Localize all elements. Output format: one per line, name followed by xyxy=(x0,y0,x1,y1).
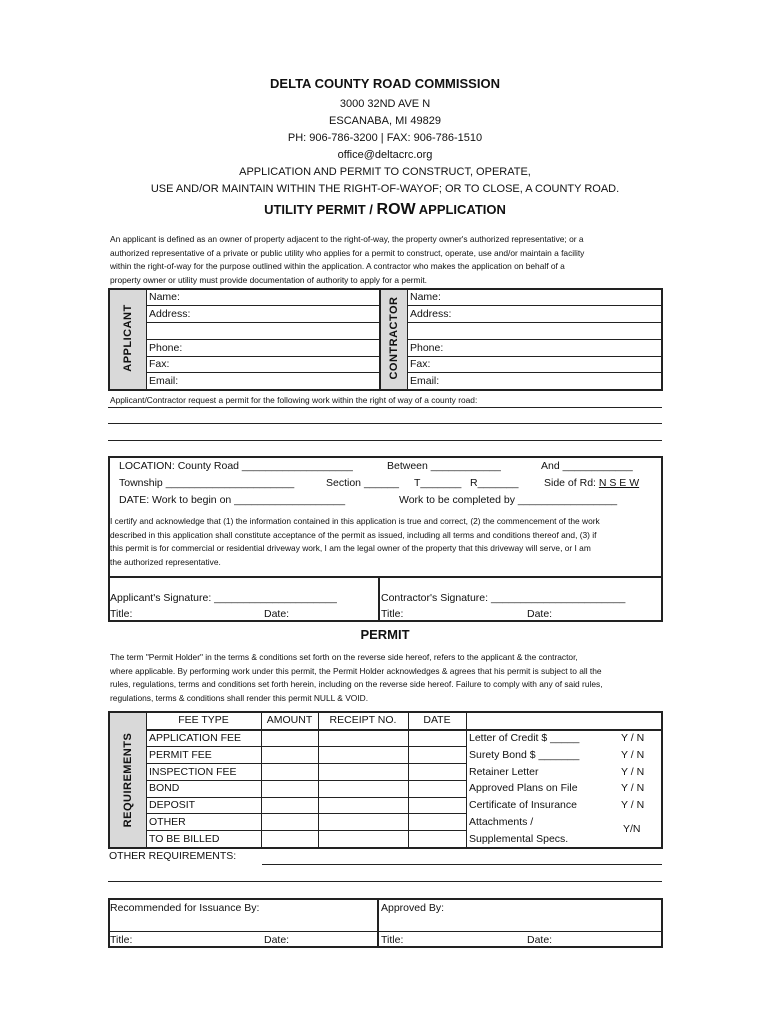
check-retainer-letter[interactable]: Retainer Letter xyxy=(469,766,539,778)
yn-letter-of-credit[interactable]: Y / N xyxy=(621,732,645,744)
header-line-1: APPLICATION AND PERMIT TO CONSTRUCT, OPERATE, xyxy=(239,166,531,178)
check-surety-bond[interactable]: Surety Bond $ _______ xyxy=(469,749,580,761)
permit-text: The term "Permit Holder" in the terms & conditions set forth on the reverse side hereof, refers to the applicant & the contractor, where applicable. By performing work under this permit, the Permit Holder acknowledges & agrees that his permit is subject to all the rules, regulations, terms and conditions set forth herein, including on the reverse side hereof. Failure to comply with any of said rules, regulations, terms & conditions shall render this permit NULL & VOID. xyxy=(110,652,603,703)
location-r[interactable]: R_______ xyxy=(470,477,519,489)
fee-other: OTHER xyxy=(149,816,186,828)
phone-fax: PH: 906-786-3200 | FAX: 906-786-1510 xyxy=(287,132,483,144)
check-approved-plans[interactable]: Approved Plans on File xyxy=(469,782,578,794)
fee-to-be-billed: TO BE BILLED xyxy=(149,833,220,845)
certify-text: I certify and acknowledge that (1) the information contained in this application is true and correct, (2) the commencement of the work described in this application shall constitute acceptance of the permit as issued, including all terms and conditions thereof and, (3) if this permit is for commercial or residential driveway work, I am the legal owner of the property that this driveway will serve, or I am the authorized representative. xyxy=(110,516,600,567)
contractor-fax-field[interactable]: Fax: xyxy=(410,358,431,370)
check-supplemental-specs[interactable]: Supplemental Specs. xyxy=(469,833,569,845)
requirements-label: REQUIREMENTS xyxy=(122,732,134,828)
applicant-label: APPLICANT xyxy=(122,304,134,372)
applicant-phone-field[interactable]: Phone: xyxy=(149,342,183,354)
permit-heading: PERMIT xyxy=(360,627,410,642)
location-between[interactable]: Between ____________ xyxy=(387,460,501,472)
yn-certificate-insurance[interactable]: Y / N xyxy=(621,799,645,811)
location-and[interactable]: And ____________ xyxy=(541,460,633,472)
contractor-signature[interactable]: Contractor's Signature: _______________________ xyxy=(381,592,626,604)
check-certificate-insurance[interactable]: Certificate of Insurance xyxy=(469,799,577,811)
contractor-phone-field[interactable]: Phone: xyxy=(410,342,444,354)
header-receipt-no: RECEIPT NO. xyxy=(329,714,397,726)
applicant-fax-field[interactable]: Fax: xyxy=(149,358,170,370)
other-requirements-line-2[interactable] xyxy=(108,881,662,882)
check-attachments[interactable]: Attachments / xyxy=(469,816,534,828)
yn-attachments[interactable]: Y/N xyxy=(623,823,641,835)
work-description-line-2[interactable] xyxy=(108,440,662,441)
location-county-road[interactable]: LOCATION: County Road ___________________ xyxy=(119,460,353,472)
header-fee-type: FEE TYPE xyxy=(178,714,229,726)
fee-deposit: DEPOSIT xyxy=(149,799,196,811)
yn-surety-bond[interactable]: Y / N xyxy=(621,749,645,761)
applicant-signature[interactable]: Applicant's Signature: _____________________ xyxy=(110,592,337,604)
address-line-1: 3000 32ND AVE N xyxy=(339,98,431,110)
applicant-email-field[interactable]: Email: xyxy=(149,375,179,387)
recommended-date[interactable]: Date: xyxy=(264,934,290,946)
date-work-begin[interactable]: DATE: Work to begin on ___________________ xyxy=(119,494,346,506)
fee-permit: PERMIT FEE xyxy=(149,749,212,761)
applicant-address-field[interactable]: Address: xyxy=(149,308,191,320)
work-description-line-1[interactable] xyxy=(108,423,662,424)
fee-bond: BOND xyxy=(149,782,180,794)
location-t[interactable]: T_______ xyxy=(414,477,462,489)
address-line-2: ESCANABA, MI 49829 xyxy=(329,115,441,127)
applicant-date[interactable]: Date: xyxy=(264,608,290,620)
contractor-date[interactable]: Date: xyxy=(527,608,553,620)
org-email: office@deltacrc.org xyxy=(337,149,433,161)
recommended-by[interactable]: Recommended for Issuance By: xyxy=(110,902,260,914)
applicant-title[interactable]: Title: xyxy=(110,608,133,620)
fee-inspection: INSPECTION FEE xyxy=(149,766,237,778)
header-line-2: USE AND/OR MAINTAIN WITHIN THE RIGHT-OF-WAYOF; OR TO CLOSE, A COUNTY ROAD. xyxy=(150,183,620,195)
recommended-title[interactable]: Title: xyxy=(110,934,133,946)
request-text: Applicant/Contractor request a permit for the following work within the right of way of a county road: xyxy=(110,395,478,405)
check-letter-of-credit[interactable]: Letter of Credit $ _____ xyxy=(469,732,580,744)
location-section[interactable]: Section ______ xyxy=(326,477,399,489)
header-amount: AMOUNT xyxy=(266,714,313,726)
fee-application: APPLICATION FEE xyxy=(149,732,241,744)
contractor-label: CONTRACTOR xyxy=(388,296,400,380)
location-township[interactable]: Township ______________________ xyxy=(119,477,295,489)
contractor-title[interactable]: Title: xyxy=(381,608,404,620)
intro-text: An applicant is defined as an owner of property adjacent to the right-of-way, the property owner's authorized representative; or a authorized representative of a private or public utility who applies for a permit to construct, operate, use and/or maintain a facility within the right-of-way for the purpose outlined within the application. A contractor who makes the application on behalf of a property owner or utility must provide documentation of authority to apply for a permit. xyxy=(110,234,585,285)
yn-retainer-letter[interactable]: Y / N xyxy=(621,766,645,778)
header-date: DATE xyxy=(423,714,451,726)
applicant-name-field[interactable]: Name: xyxy=(149,291,180,303)
yn-approved-plans[interactable]: Y / N xyxy=(621,782,645,794)
form-title: UTILITY PERMIT / ROW APPLICATION xyxy=(264,201,506,218)
contractor-email-field[interactable]: Email: xyxy=(410,375,440,387)
approved-date[interactable]: Date: xyxy=(527,934,553,946)
approved-title[interactable]: Title: xyxy=(381,934,404,946)
approved-by[interactable]: Approved By: xyxy=(381,902,445,914)
other-requirements-line-1[interactable] xyxy=(262,864,662,865)
org-name: DELTA COUNTY ROAD COMMISSION xyxy=(270,76,500,91)
contractor-name-field[interactable]: Name: xyxy=(410,291,441,303)
other-requirements-label: OTHER REQUIREMENTS: xyxy=(109,850,237,862)
contractor-address-field[interactable]: Address: xyxy=(410,308,452,320)
location-side-of-road[interactable]: Side of Rd: N S E W xyxy=(544,477,640,489)
date-work-complete[interactable]: Work to be completed by _________________ xyxy=(399,494,618,506)
